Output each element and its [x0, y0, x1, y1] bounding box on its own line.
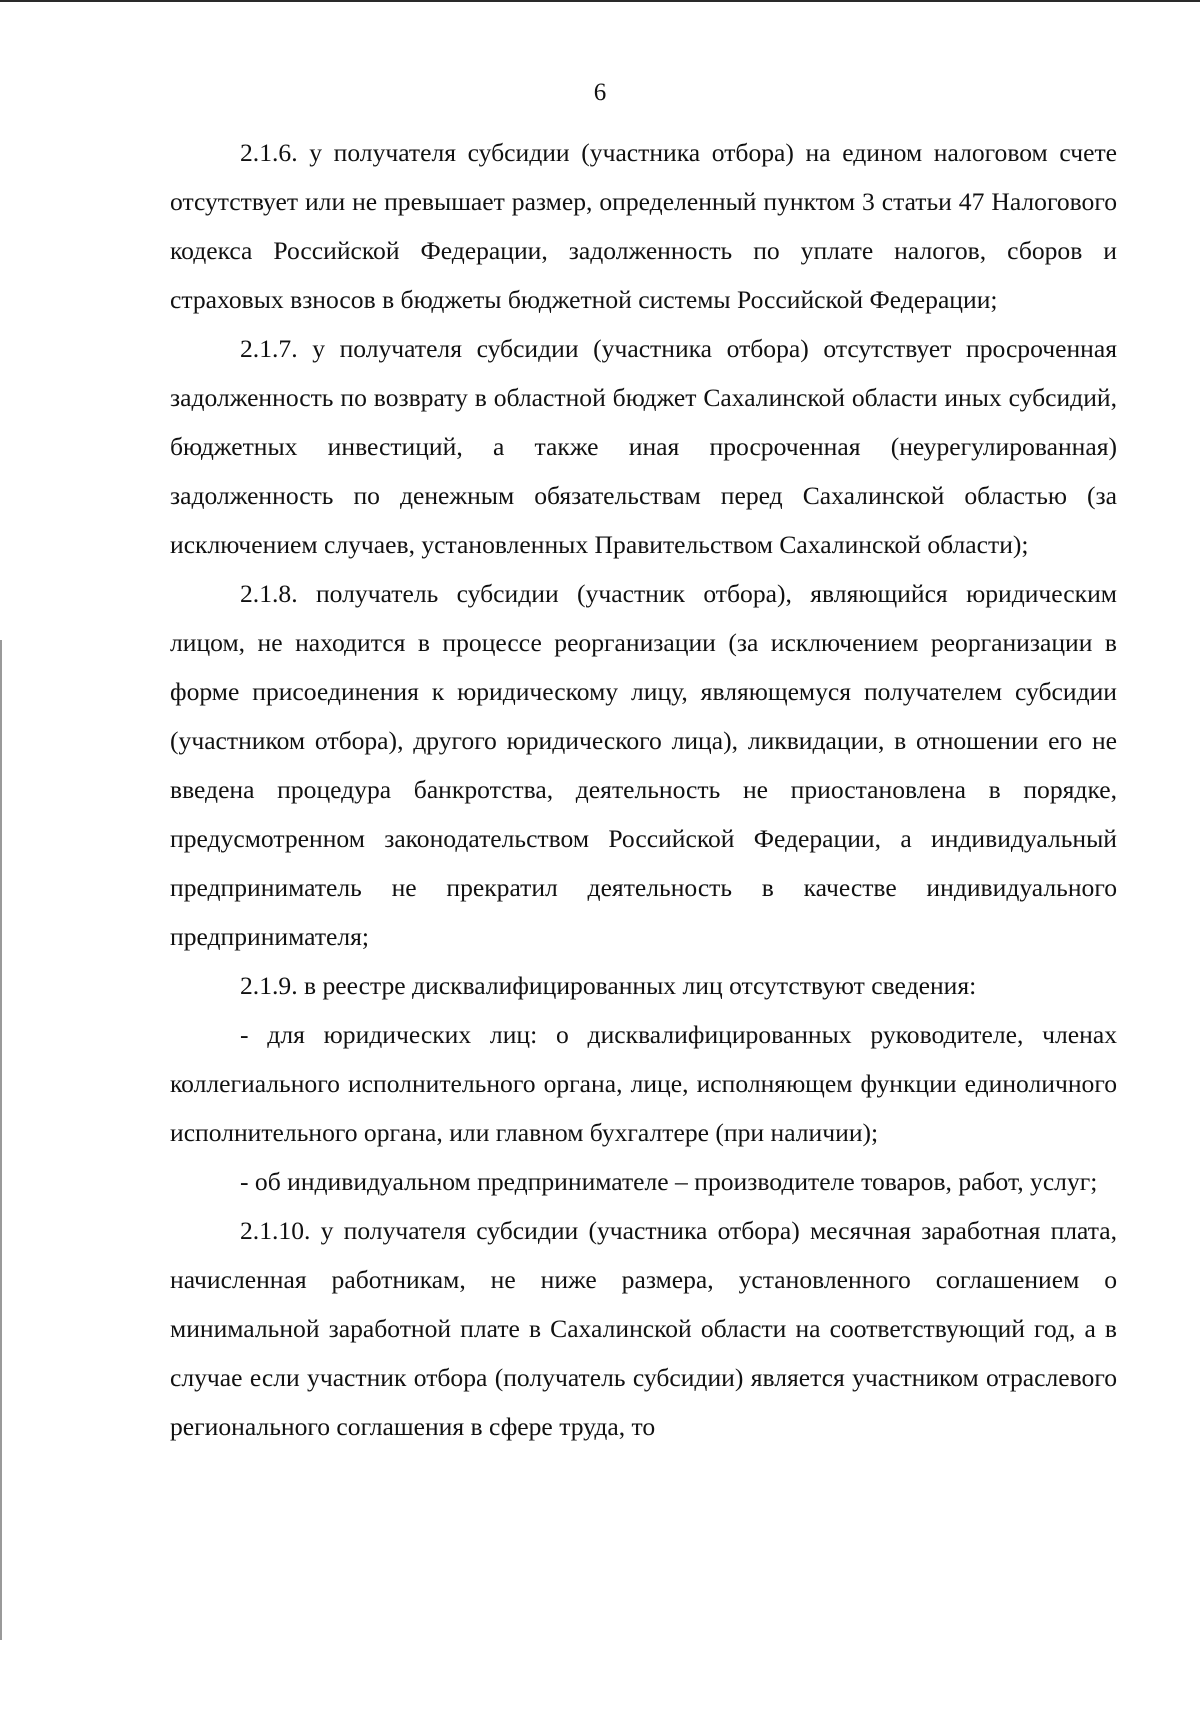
clause-2-1-7: 2.1.7. у получателя субсидии (участника отбора) отсутствует просроченная задолженность по возврату в областной бюджет Сахалинской области иных субсидий, бюджетных инвестиций, а также иная просроченная (неурегулированная) задолженность по денежным обязательствам перед Сахалинской областью (за исключением случаев, установленных Правительством Сахалинской области);	[170, 334, 1117, 559]
document-body	[170, 128, 1117, 1451]
clause-2-1-8: 2.1.8. получатель субсидии (участник отбора), являющийся юридическим лицом, не находится в процессе реорганизации (за исключением реорганизации в форме присоединения к юридическому лицу, являющемуся получателем субсидии (участником отбора), другого юридического лица), ликвидации, в отношении его не введена процедура банкротства, деятельность не приостановлена в порядке, предусмотренном законодательством Российской Федерации, а индивидуальный предприниматель не прекратил деятельность в качестве индивидуального предпринимателя;	[170, 579, 1117, 951]
page-number: 6	[593, 79, 607, 106]
clause-2-1-9-item-entrepreneur: - об индивидуальном предпринимателе – производителе товаров, работ, услуг;	[240, 1167, 1098, 1196]
page-top-edge	[0, 0, 1200, 2]
clause-2-1-6: 2.1.6. у получателя субсидии (участника отбора) на едином налоговом счете отсутствует или не превышает размер, определенный пунктом 3 статьи 47 Налогового кодекса Российской Федерации, задолженность по уплате налогов, сборов и страховых взносов в бюджеты бюджетной системы Российской Федерации;	[170, 138, 1117, 314]
clause-2-1-9-item-legal-entities: - для юридических лиц: о дисквалифицированных руководителе, членах коллегиального исполнительного органа, лице, исполняющем функции единоличного исполнительного органа, или главном бухгалтере (при наличии);	[170, 1020, 1117, 1147]
clause-2-1-10: 2.1.10. у получателя субсидии (участника отбора) месячная заработная плата, начисленная работникам, не ниже размера, установленного соглашением о минимальной заработной плате в Сахалинской области на соответствующий год, а в случае если участник отбора (получатель субсидии) является участником отраслевого регионального соглашения в сфере труда, то	[170, 1216, 1117, 1441]
clause-2-1-9: 2.1.9. в реестре дисквалифицированных лиц отсутствуют сведения:	[240, 971, 977, 1000]
page-left-edge	[0, 640, 2, 1640]
